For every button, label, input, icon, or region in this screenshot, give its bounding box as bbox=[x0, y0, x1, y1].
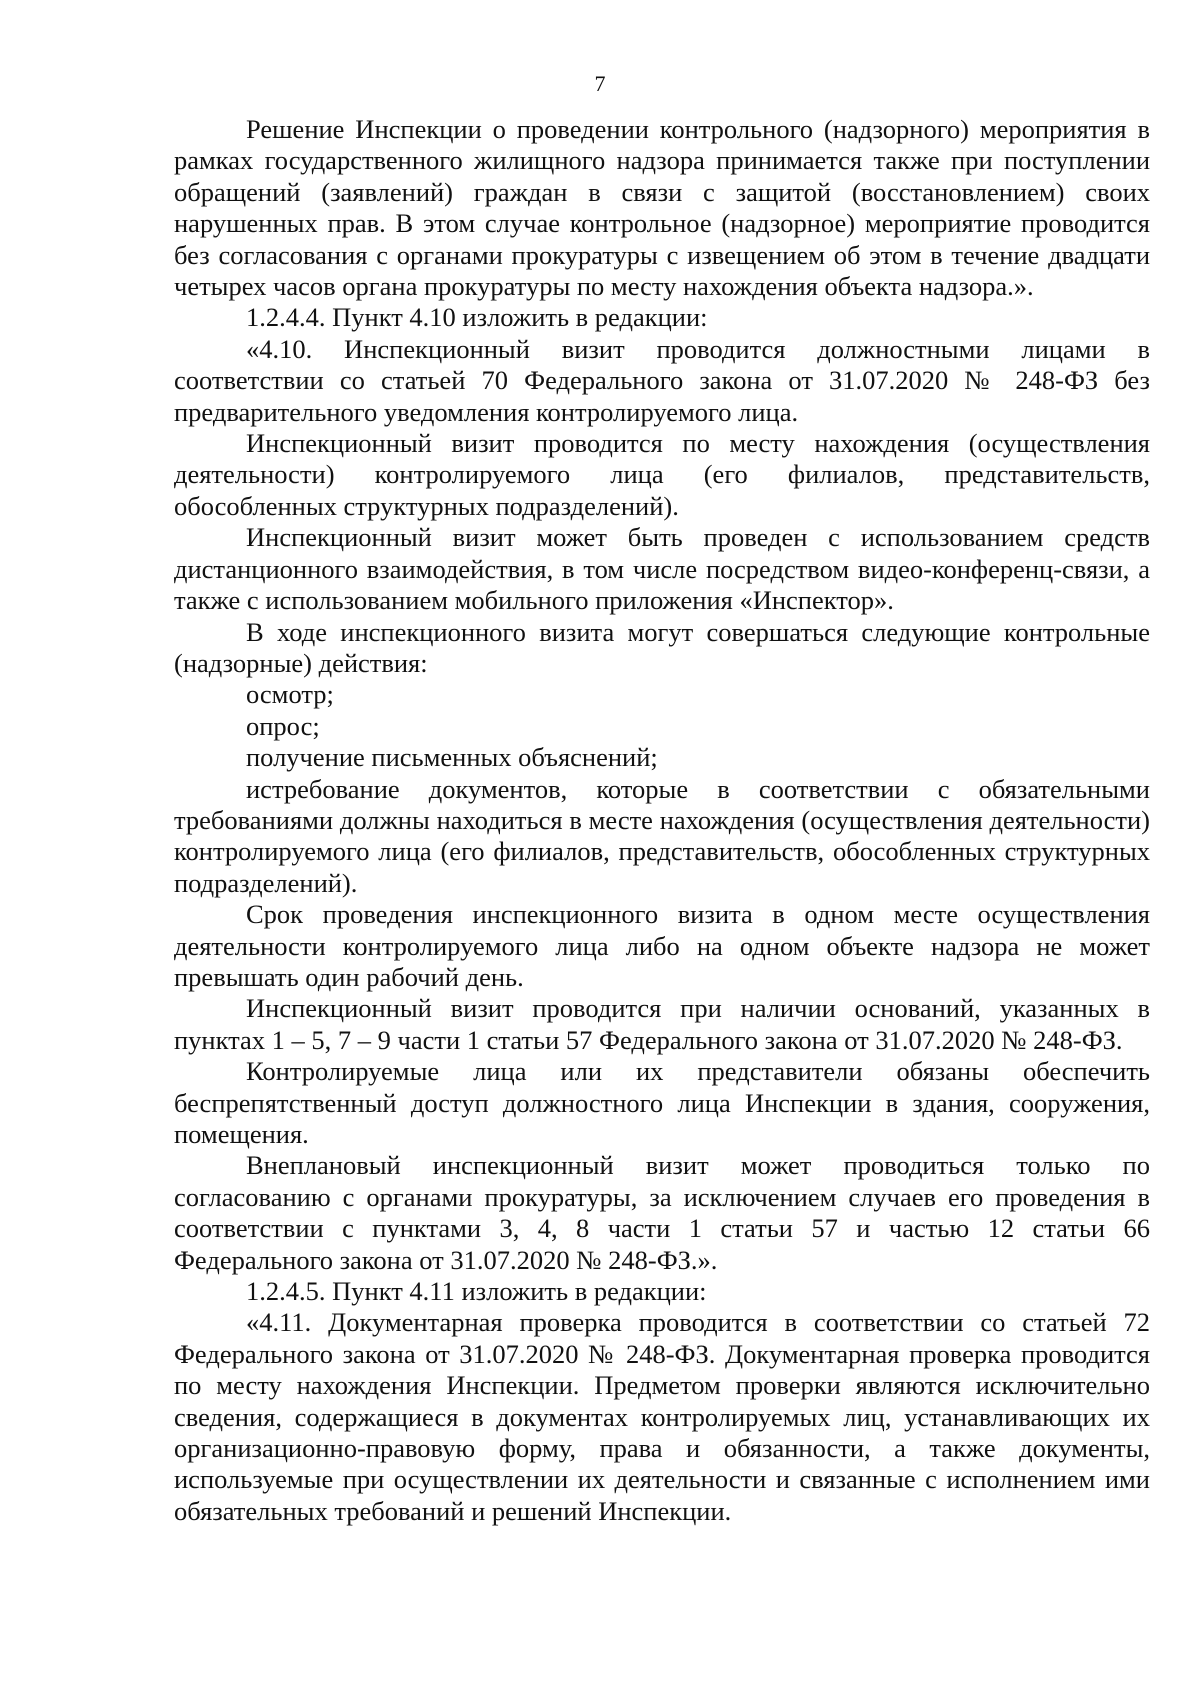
paragraph: Решение Инспекции о проведении контрольного (надзорного) мероприятия в рамках государственного жилищного надзора принимается также при поступлении обращений (заявлений) граждан в связи с защитой (восстановлением) своих нарушенных прав. В этом случае контрольное (надзорное) мероприятие проводится без согласования с органами прокуратуры с извещением об этом в течение двадцати четырех часов органа прокуратуры по месту нахождения объекта надзора.». bbox=[174, 114, 1150, 302]
paragraph: В ходе инспекционного визита могут совершаться следующие контрольные (надзорные) действия: bbox=[174, 616, 1150, 678]
page-number: 7 bbox=[594, 71, 606, 96]
paragraph: «4.10. Инспекционный визит проводится должностными лицами в соответствии со статьей 70 Федерального закона от 31.07.2020 № 248-ФЗ без предварительного уведомления контролируемого лица. bbox=[174, 333, 1150, 427]
list-item: получение письменных объяснений; bbox=[246, 742, 658, 773]
paragraph: Инспекционный визит проводится при наличии оснований, указанных в пунктах 1 – 5, 7 – 9 части 1 статьи 57 Федерального закона от 31.07.2020 № 248-ФЗ. bbox=[174, 993, 1150, 1055]
list-item: опрос; bbox=[246, 710, 320, 741]
list-item: осмотр; bbox=[246, 679, 334, 710]
paragraph: Инспекционный визит может быть проведен с использованием средств дистанционного взаимодействия, в том числе посредством видео-конференц-связи, а также с использованием мобильного приложения «Инспектор». bbox=[174, 522, 1150, 616]
paragraph: Внеплановый инспекционный визит может проводиться только по согласованию с органами прокуратуры, за исключением случаев его проведения в соответствии с пунктами 3, 4, 8 части 1 статьи 57 и частью 12 статьи 66 Федерального закона от 31.07.2020 № 248-ФЗ.». bbox=[174, 1150, 1150, 1275]
paragraph: «4.11. Документарная проверка проводится в соответствии со статьей 72 Федерального закона от 31.07.2020 № 248-ФЗ. Документарная проверка проводится по месту нахождения Инспекции. Предметом проверки являются исключительно сведения, содержащиеся в документах контролируемых лиц, устанавливающих их организационно-правовую форму, права и обязанности, а также документы, используемые при осуществлении их деятельности и связанные с исполнением ими обязательных требований и решений Инспекции. bbox=[174, 1307, 1150, 1526]
paragraph: Срок проведения инспекционного визита в одном месте осуществления деятельности контролируемого лица либо на одном объекте надзора не может превышать один рабочий день. bbox=[174, 899, 1150, 992]
paragraph: Контролируемые лица или их представители обязаны обеспечить беспрепятственный доступ должностного лица Инспекции в здания, сооружения, помещения. bbox=[174, 1056, 1150, 1149]
document-body bbox=[174, 114, 1150, 1527]
section-heading: 1.2.4.4. Пункт 4.10 изложить в редакции: bbox=[246, 302, 708, 333]
paragraph: Инспекционный визит проводится по месту нахождения (осуществления деятельности) контролируемого лица (его филиалов, представительств, обособленных структурных подразделений). bbox=[174, 428, 1150, 521]
section-heading: 1.2.4.5. Пункт 4.11 изложить в редакции: bbox=[246, 1276, 707, 1307]
paragraph: истребование документов, которые в соответствии с обязательными требованиями должны находиться в месте нахождения (осуществления деятельности) контролируемого лица (его филиалов, представительств, обособленных структурных подразделений). bbox=[174, 773, 1150, 898]
